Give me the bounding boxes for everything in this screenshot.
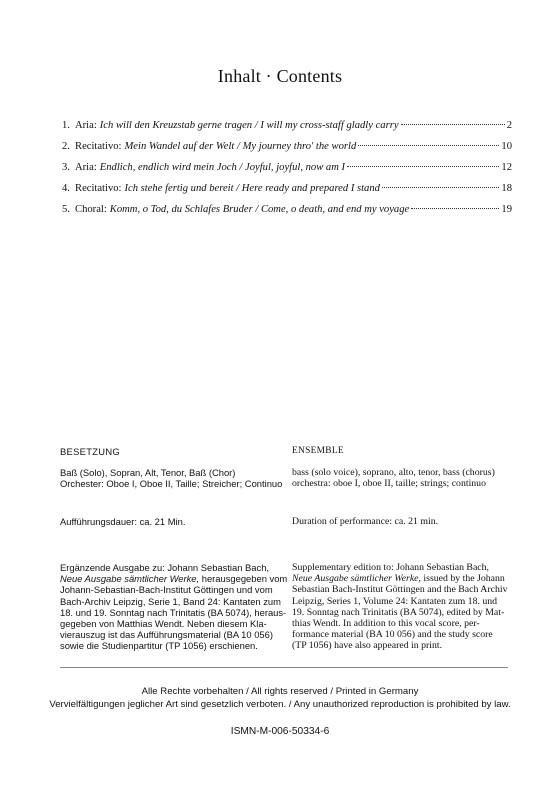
scoring-line: Baß (Solo), Sopran, Alt, Tenor, Baß (Chor) (60, 467, 236, 478)
edition-line: Bach-Archiv Leipzig, Serie 1, Band 24: Kantaten zum (60, 595, 281, 607)
edition-lead: Supplementary edition to: Johann Sebastian Bach, (292, 562, 489, 573)
edition-line: gegeben von Matthias Wendt. Neben diesem Kla- (60, 618, 267, 630)
toc-page-number: 2 (506, 120, 512, 131)
scoring-line: orchestra: oboe I, oboe II, taille; strings; continuo (292, 478, 486, 490)
scoring-german (60, 467, 282, 489)
edition-line: 18. und 19. Sonntag nach Trinitatis (BA 5074), heraus- (60, 606, 287, 618)
toc-number: 3. (62, 162, 70, 173)
table-of-contents (62, 120, 512, 225)
toc-page-number: 18 (501, 183, 512, 194)
edition-text: issued by the Johann (423, 573, 505, 585)
edition-title: Neue Ausgabe sämtlicher Werke, (60, 573, 200, 585)
toc-movement-type: Aria: (75, 162, 97, 173)
scoring-english (292, 467, 495, 489)
scoring-line: bass (solo voice), soprano, alto, tenor, bass (chorus) (292, 467, 495, 478)
edition-line: (TP 1056) have also appeared in print. (292, 640, 443, 652)
toc-movement-type: Aria: (75, 120, 97, 131)
edition-line: 19. Sonntag nach Trinitatis (BA 5074), edited by Mat- (292, 606, 505, 618)
toc-entry-1 (62, 120, 512, 141)
toc-movement-type: Recitativo: (75, 141, 122, 152)
edition-note-german (60, 562, 287, 652)
toc-movement-type: Choral: (75, 204, 107, 215)
edition-line (292, 573, 507, 584)
scoring-line: Orchester: Oboe I, Oboe II, Taille; Streicher; Continuo (60, 478, 283, 490)
scoring-heading-english: ENSEMBLE (292, 446, 344, 456)
toc-entry-5 (62, 204, 512, 225)
edition-line (292, 562, 507, 573)
toc-number: 4. (62, 183, 70, 194)
toc-entry-3 (62, 162, 512, 183)
toc-movement-title: Komm, o Tod, du Schlafes Bruder / Come, o death, and end my voyage (109, 204, 410, 215)
duration-english: Duration of performance: ca. 21 min. (292, 516, 439, 527)
edition-text: herausgegeben vom (201, 573, 288, 585)
toc-leader-dots (358, 145, 499, 146)
edition-line: formance material (BA 10 056) and the study score (292, 629, 493, 641)
toc-entry-4 (62, 183, 512, 204)
toc-leader-dots (347, 166, 499, 167)
toc-number: 5. (62, 204, 70, 215)
ismn-code: ISMN-M-006-50334-6 (230, 726, 330, 737)
duration-german: Aufführungsdauer: ca. 21 Min. (60, 516, 186, 527)
toc-number: 2. (62, 141, 70, 152)
footer-divider (60, 667, 508, 668)
edition-line: Sebastian Bach-Institut Göttingen and the Bach Archiv (292, 584, 508, 596)
edition-line: vierauszug ist das Aufführungsmaterial (BA 10 056) (60, 629, 273, 641)
toc-leader-dots (382, 187, 499, 188)
toc-movement-title: Mein Wandel auf der Welt / My journey thro' the world (124, 141, 357, 152)
toc-movement-title: Ich stehe fertig und bereit / Here ready and prepared I stand (124, 183, 380, 194)
edition-line: Johann-Sebastian-Bach-Institut Göttingen und vom (60, 584, 273, 596)
reproduction-warning: Vervielfältigungen jeglicher Art sind gesetzlich verboten. / Any unauthorized reproduction is prohibited by law. (49, 699, 511, 710)
toc-page-number: 12 (501, 162, 512, 173)
edition-line: sowie die Studienpartitur (TP 1056) erschienen. (60, 640, 258, 652)
rights-notice: Alle Rechte vorbehalten / All rights reserved / Printed in Germany (141, 686, 419, 697)
page-title: Inhalt · Contents (217, 66, 343, 86)
toc-leader-dots (401, 124, 505, 125)
edition-line: Leipzig, Series 1, Volume 24: Kantaten zum 18. und (292, 595, 498, 607)
toc-page-number: 10 (501, 141, 512, 152)
toc-number: 1. (62, 120, 70, 131)
edition-line (60, 562, 287, 573)
toc-entry-2 (62, 141, 512, 162)
scoring-heading-german: BESETZUNG (60, 446, 120, 457)
toc-movement-type: Recitativo: (75, 183, 122, 194)
edition-lead: Ergänzende Ausgabe zu: Johann Sebastian Bach, (60, 562, 270, 573)
toc-movement-title: Ich will den Kreuzstab gerne tragen / I will my cross-staff gladly carry (99, 120, 399, 131)
edition-title: Neue Ausgabe sämtlicher Werke, (292, 573, 421, 585)
toc-page-number: 19 (501, 204, 512, 215)
edition-note-english (292, 562, 507, 652)
toc-movement-title: Endlich, endlich wird mein Joch / Joyful, joyful, now am I (99, 162, 346, 173)
edition-line (60, 573, 287, 584)
toc-leader-dots (411, 208, 499, 209)
edition-line: thias Wendt. In addition to this vocal score, per- (292, 618, 480, 630)
